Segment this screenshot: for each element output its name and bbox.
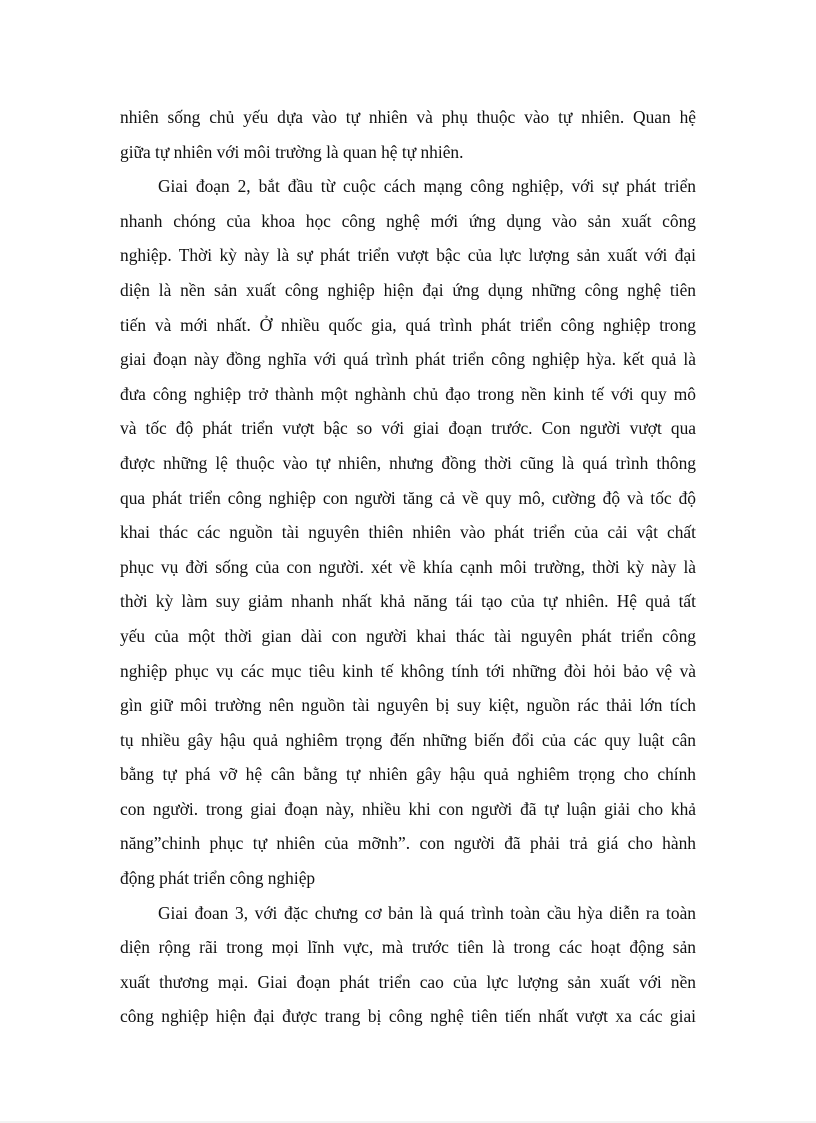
paragraph-1	[120, 100, 696, 169]
text-line: nghiệp phục vụ các mục tiêu kinh tế không tính tới những đòi hỏi bảo vệ và	[120, 660, 696, 681]
text-line: và tốc độ phát triển vượt bậc so với giai đoạn trước. Con người vượt qua	[120, 418, 696, 439]
text-line: diện rộng rãi trong mọi lĩnh vực, mà trước tiên là trong các hoạt động sản	[120, 937, 696, 958]
text-line: nghiệp. Thời kỳ này là sự phát triển vượt bậc của lực lượng sản xuất với đại	[120, 245, 696, 266]
text-line: tiến và mới nhất. Ở nhiều quốc gia, quá trình phát triển công nghiệp trong	[120, 314, 696, 335]
text-line: đưa công nghiệp trở thành một nghành chủ đạo trong nền kinh tế với quy mô	[120, 383, 696, 404]
text-line: con người. trong giai đoạn này, nhiều khi con người đã tự luận giải cho khả	[120, 798, 696, 819]
paragraph-3	[120, 896, 696, 1034]
text-line: năng”chinh phục tự nhiên của mỡnh”. con người đã phải trả giá cho hành	[120, 833, 696, 854]
text-line: được những lệ thuộc vào tự nhiên, nhưng đồng thời cũng là quá trình thông	[120, 452, 696, 473]
text-line: yếu của một thời gian dài con người khai thác tài nguyên phát triển công	[120, 625, 696, 646]
text-line: nhiên sống chủ yếu dựa vào tự nhiên và phụ thuộc vào tự nhiên. Quan hệ	[120, 107, 696, 127]
text-line: phục vụ đời sống của con người. xét về khía cạnh môi trường, thời kỳ này là	[120, 556, 696, 577]
paragraph-2	[120, 169, 696, 895]
text-line: qua phát triển công nghiệp con người tăng cả về quy mô, cường độ và tốc độ	[120, 487, 696, 508]
text-line: động phát triển công nghiệp	[120, 868, 316, 889]
text-line: xuất thương mại. Giai đoạn phát triển cao của lực lượng sản xuất với nền	[120, 971, 696, 992]
text-line: bằng tự phá vỡ hệ cân bằng tự nhiên gây hậu quả nghiêm trọng cho chính	[120, 764, 696, 785]
text-line: diện là nền sản xuất công nghiệp hiện đại ứng dụng những công nghệ tiên	[120, 279, 696, 300]
text-line: công nghiệp hiện đại được trang bị công nghệ tiên tiến nhất vượt xa các giai	[120, 1006, 696, 1027]
text-line: giữa tự nhiên với môi trường là quan hệ tự nhiên.	[120, 141, 464, 162]
text-line: thời kỳ làm suy giảm nhanh nhất khả năng tái tạo của tự nhiên. Hệ quả tất	[120, 591, 696, 612]
text-line: Giai đoan 3, với đặc chưng cơ bản là quá trình toàn cầu hỳa diễn ra toàn	[158, 902, 696, 923]
text-line: tụ nhiều gây hậu quả nghiêm trọng đến những biến đổi của các quy luật cân	[120, 729, 696, 750]
text-line: gìn giữ môi trường nên nguồn tài nguyên bị suy kiệt, nguồn rác thải lớn tích	[120, 695, 696, 716]
text-line: giai đoạn này đồng nghĩa với quá trình phát triển công nghiệp hỳa. kết quả là	[120, 349, 696, 370]
text-line: khai thác các nguồn tài nguyên thiên nhiên vào phát triển của cải vật chất	[120, 522, 696, 543]
text-line: Giai đoạn 2, bắt đầu từ cuộc cách mạng công nghiệp, với sự phát triển	[158, 176, 696, 197]
text-line: nhanh chóng của khoa học công nghệ mới ứng dụng vào sản xuất công	[120, 210, 696, 231]
